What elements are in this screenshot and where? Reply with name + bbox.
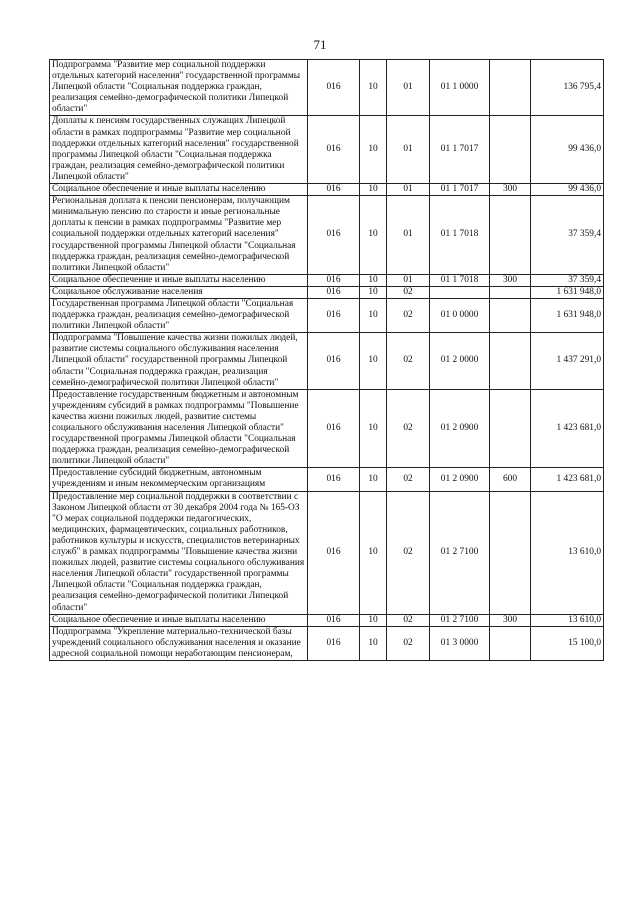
table-row — [50, 614, 604, 626]
amount-cell: 99 436,0 — [531, 116, 604, 184]
subsection-code-cell: 02 — [387, 286, 430, 298]
subsection-code-cell: 02 — [387, 333, 430, 389]
target-article-cell: 01 2 7100 — [430, 614, 490, 626]
section-code-cell: 10 — [360, 626, 387, 660]
item-name-cell: Предоставление мер социальной поддержки в соответствии с Законом Липецкой области от 30 декабря 2004 года № 165-ОЗ "О мерах социальной поддержки педагогических, медицинских, фармацевтических, социальных работников, работников культуры и искусств, специалистов ветеринарных служб" в рамках подпрограммы "Повышение качества жизни пожилых людей, развитие системы социального обслуживания населения Липецкой области" государственной программы Липецкой области "Социальная поддержка граждан, реализация семейно-демографической политики Липецкой области" — [50, 491, 308, 614]
table-row — [50, 60, 604, 116]
item-name-cell: Подпрограмма "Развитие мер социальной поддержки отдельных категорий населения" государственной программы Липецкой области "Социальная поддержка граждан, реализация семейно-демографической политики Липецкой области" — [50, 60, 308, 116]
section-code-cell: 10 — [360, 614, 387, 626]
expense-type-cell — [490, 196, 531, 275]
item-name-cell: Доплаты к пенсиям государственных служащих Липецкой области в рамках подпрограммы "Развитие мер социальной поддержки отдельных категорий населения" государственной программы Липецкой области "Социальная поддержка граждан, реализация семейно-демографической политики Липецкой области" — [50, 116, 308, 184]
item-name-cell: Социальное обслуживание населения — [50, 286, 308, 298]
target-article-cell: 01 1 7018 — [430, 274, 490, 286]
expense-type-cell — [490, 286, 531, 298]
table-row — [50, 468, 604, 491]
table-row — [50, 626, 604, 660]
subsection-code-cell: 02 — [387, 298, 430, 332]
subsection-code-cell: 02 — [387, 468, 430, 491]
target-article-cell — [430, 286, 490, 298]
table-row — [50, 298, 604, 332]
subsection-code-cell: 01 — [387, 184, 430, 196]
table-row — [50, 274, 604, 286]
subsection-code-cell: 02 — [387, 491, 430, 614]
amount-cell: 99 436,0 — [531, 184, 604, 196]
expense-type-cell — [490, 389, 531, 468]
section-code-cell: 10 — [360, 274, 387, 286]
item-name-cell: Социальное обеспечение и иные выплаты населению — [50, 184, 308, 196]
target-article-cell: 01 1 7018 — [430, 196, 490, 275]
section-code-cell: 10 — [360, 491, 387, 614]
amount-cell: 15 100,0 — [531, 626, 604, 660]
target-article-cell: 01 2 0900 — [430, 468, 490, 491]
ministry-code-cell: 016 — [308, 196, 360, 275]
amount-cell: 1 423 681,0 — [531, 389, 604, 468]
section-code-cell: 10 — [360, 184, 387, 196]
ministry-code-cell: 016 — [308, 626, 360, 660]
target-article-cell: 01 1 7017 — [430, 116, 490, 184]
ministry-code-cell: 016 — [308, 298, 360, 332]
item-name-cell: Социальное обеспечение и иные выплаты населению — [50, 614, 308, 626]
item-name-cell: Государственная программа Липецкой области "Социальная поддержка граждан, реализация семейно-демографической политики Липецкой области" — [50, 298, 308, 332]
section-code-cell: 10 — [360, 286, 387, 298]
page-number: 71 — [313, 37, 327, 52]
expense-type-cell — [490, 298, 531, 332]
amount-cell: 13 610,0 — [531, 614, 604, 626]
expense-type-cell: 300 — [490, 274, 531, 286]
ministry-code-cell: 016 — [308, 60, 360, 116]
section-code-cell: 10 — [360, 468, 387, 491]
target-article-cell: 01 1 7017 — [430, 184, 490, 196]
expense-type-cell: 300 — [490, 614, 531, 626]
item-name-cell: Социальное обеспечение и иные выплаты населению — [50, 274, 308, 286]
budget-table — [49, 59, 604, 661]
amount-cell: 13 610,0 — [531, 491, 604, 614]
section-code-cell: 10 — [360, 196, 387, 275]
table-row — [50, 491, 604, 614]
expense-type-cell — [490, 626, 531, 660]
target-article-cell: 01 2 0000 — [430, 333, 490, 389]
item-name-cell: Подпрограмма "Укрепление материально-технической базы учреждений социального обслуживания населения и оказание адресной социальной помощи неработающим пенсионерам, — [50, 626, 308, 660]
ministry-code-cell: 016 — [308, 468, 360, 491]
expense-type-cell — [490, 491, 531, 614]
amount-cell: 1 437 291,0 — [531, 333, 604, 389]
table-row — [50, 333, 604, 389]
target-article-cell: 01 2 0900 — [430, 389, 490, 468]
subsection-code-cell: 01 — [387, 274, 430, 286]
ministry-code-cell: 016 — [308, 274, 360, 286]
section-code-cell: 10 — [360, 333, 387, 389]
table-row — [50, 196, 604, 275]
target-article-cell: 01 3 0000 — [430, 626, 490, 660]
target-article-cell: 01 1 0000 — [430, 60, 490, 116]
table-row — [50, 389, 604, 468]
ministry-code-cell: 016 — [308, 184, 360, 196]
item-name-cell: Региональная доплата к пенсии пенсионерам, получающим минимальную пенсию по старости и иные региональные доплаты к пенсии в рамках подпрограммы "Развитие мер социальной поддержки отдельных категорий населения" государственной программы Липецкой области "Социальная поддержка граждан, реализация семейно-демографической политики Липецкой области" — [50, 196, 308, 275]
target-article-cell: 01 0 0000 — [430, 298, 490, 332]
amount-cell: 1 631 948,0 — [531, 286, 604, 298]
subsection-code-cell: 02 — [387, 614, 430, 626]
table-row — [50, 286, 604, 298]
section-code-cell: 10 — [360, 60, 387, 116]
ministry-code-cell: 016 — [308, 286, 360, 298]
target-article-cell: 01 2 7100 — [430, 491, 490, 614]
subsection-code-cell: 02 — [387, 389, 430, 468]
item-name-cell: Предоставление государственным бюджетным и автономным учреждениям субсидий в рамках подпрограммы "Повышение качества жизни пожилых людей, развитие системы социального обслуживания населения Липецкой области" государственной программы Липецкой области "Социальная поддержка граждан, реализация семейно-демографической политики Липецкой области" — [50, 389, 308, 468]
table-body — [50, 60, 604, 661]
table-row — [50, 184, 604, 196]
expense-type-cell — [490, 60, 531, 116]
expense-type-cell — [490, 333, 531, 389]
subsection-code-cell: 01 — [387, 116, 430, 184]
amount-cell: 136 795,4 — [531, 60, 604, 116]
subsection-code-cell: 01 — [387, 196, 430, 275]
item-name-cell: Предоставление субсидий бюджетным, автономным учреждениям и иным некоммерческим организациям — [50, 468, 308, 491]
amount-cell: 1 423 681,0 — [531, 468, 604, 491]
section-code-cell: 10 — [360, 298, 387, 332]
amount-cell: 37 359,4 — [531, 196, 604, 275]
subsection-code-cell: 02 — [387, 626, 430, 660]
section-code-cell: 10 — [360, 389, 387, 468]
item-name-cell: Подпрограмма "Повышение качества жизни пожилых людей, развитие системы социального обслуживания населения Липецкой области" государственной программы Липецкой области "Социальная поддержка граждан, реализация семейно-демографической политики Липецкой области" — [50, 333, 308, 389]
amount-cell: 37 359,4 — [531, 274, 604, 286]
ministry-code-cell: 016 — [308, 116, 360, 184]
ministry-code-cell: 016 — [308, 333, 360, 389]
table-row — [50, 116, 604, 184]
ministry-code-cell: 016 — [308, 491, 360, 614]
expense-type-cell: 300 — [490, 184, 531, 196]
section-code-cell: 10 — [360, 116, 387, 184]
ministry-code-cell: 016 — [308, 389, 360, 468]
subsection-code-cell: 01 — [387, 60, 430, 116]
expense-type-cell — [490, 116, 531, 184]
amount-cell: 1 631 948,0 — [531, 298, 604, 332]
expense-type-cell: 600 — [490, 468, 531, 491]
ministry-code-cell: 016 — [308, 614, 360, 626]
